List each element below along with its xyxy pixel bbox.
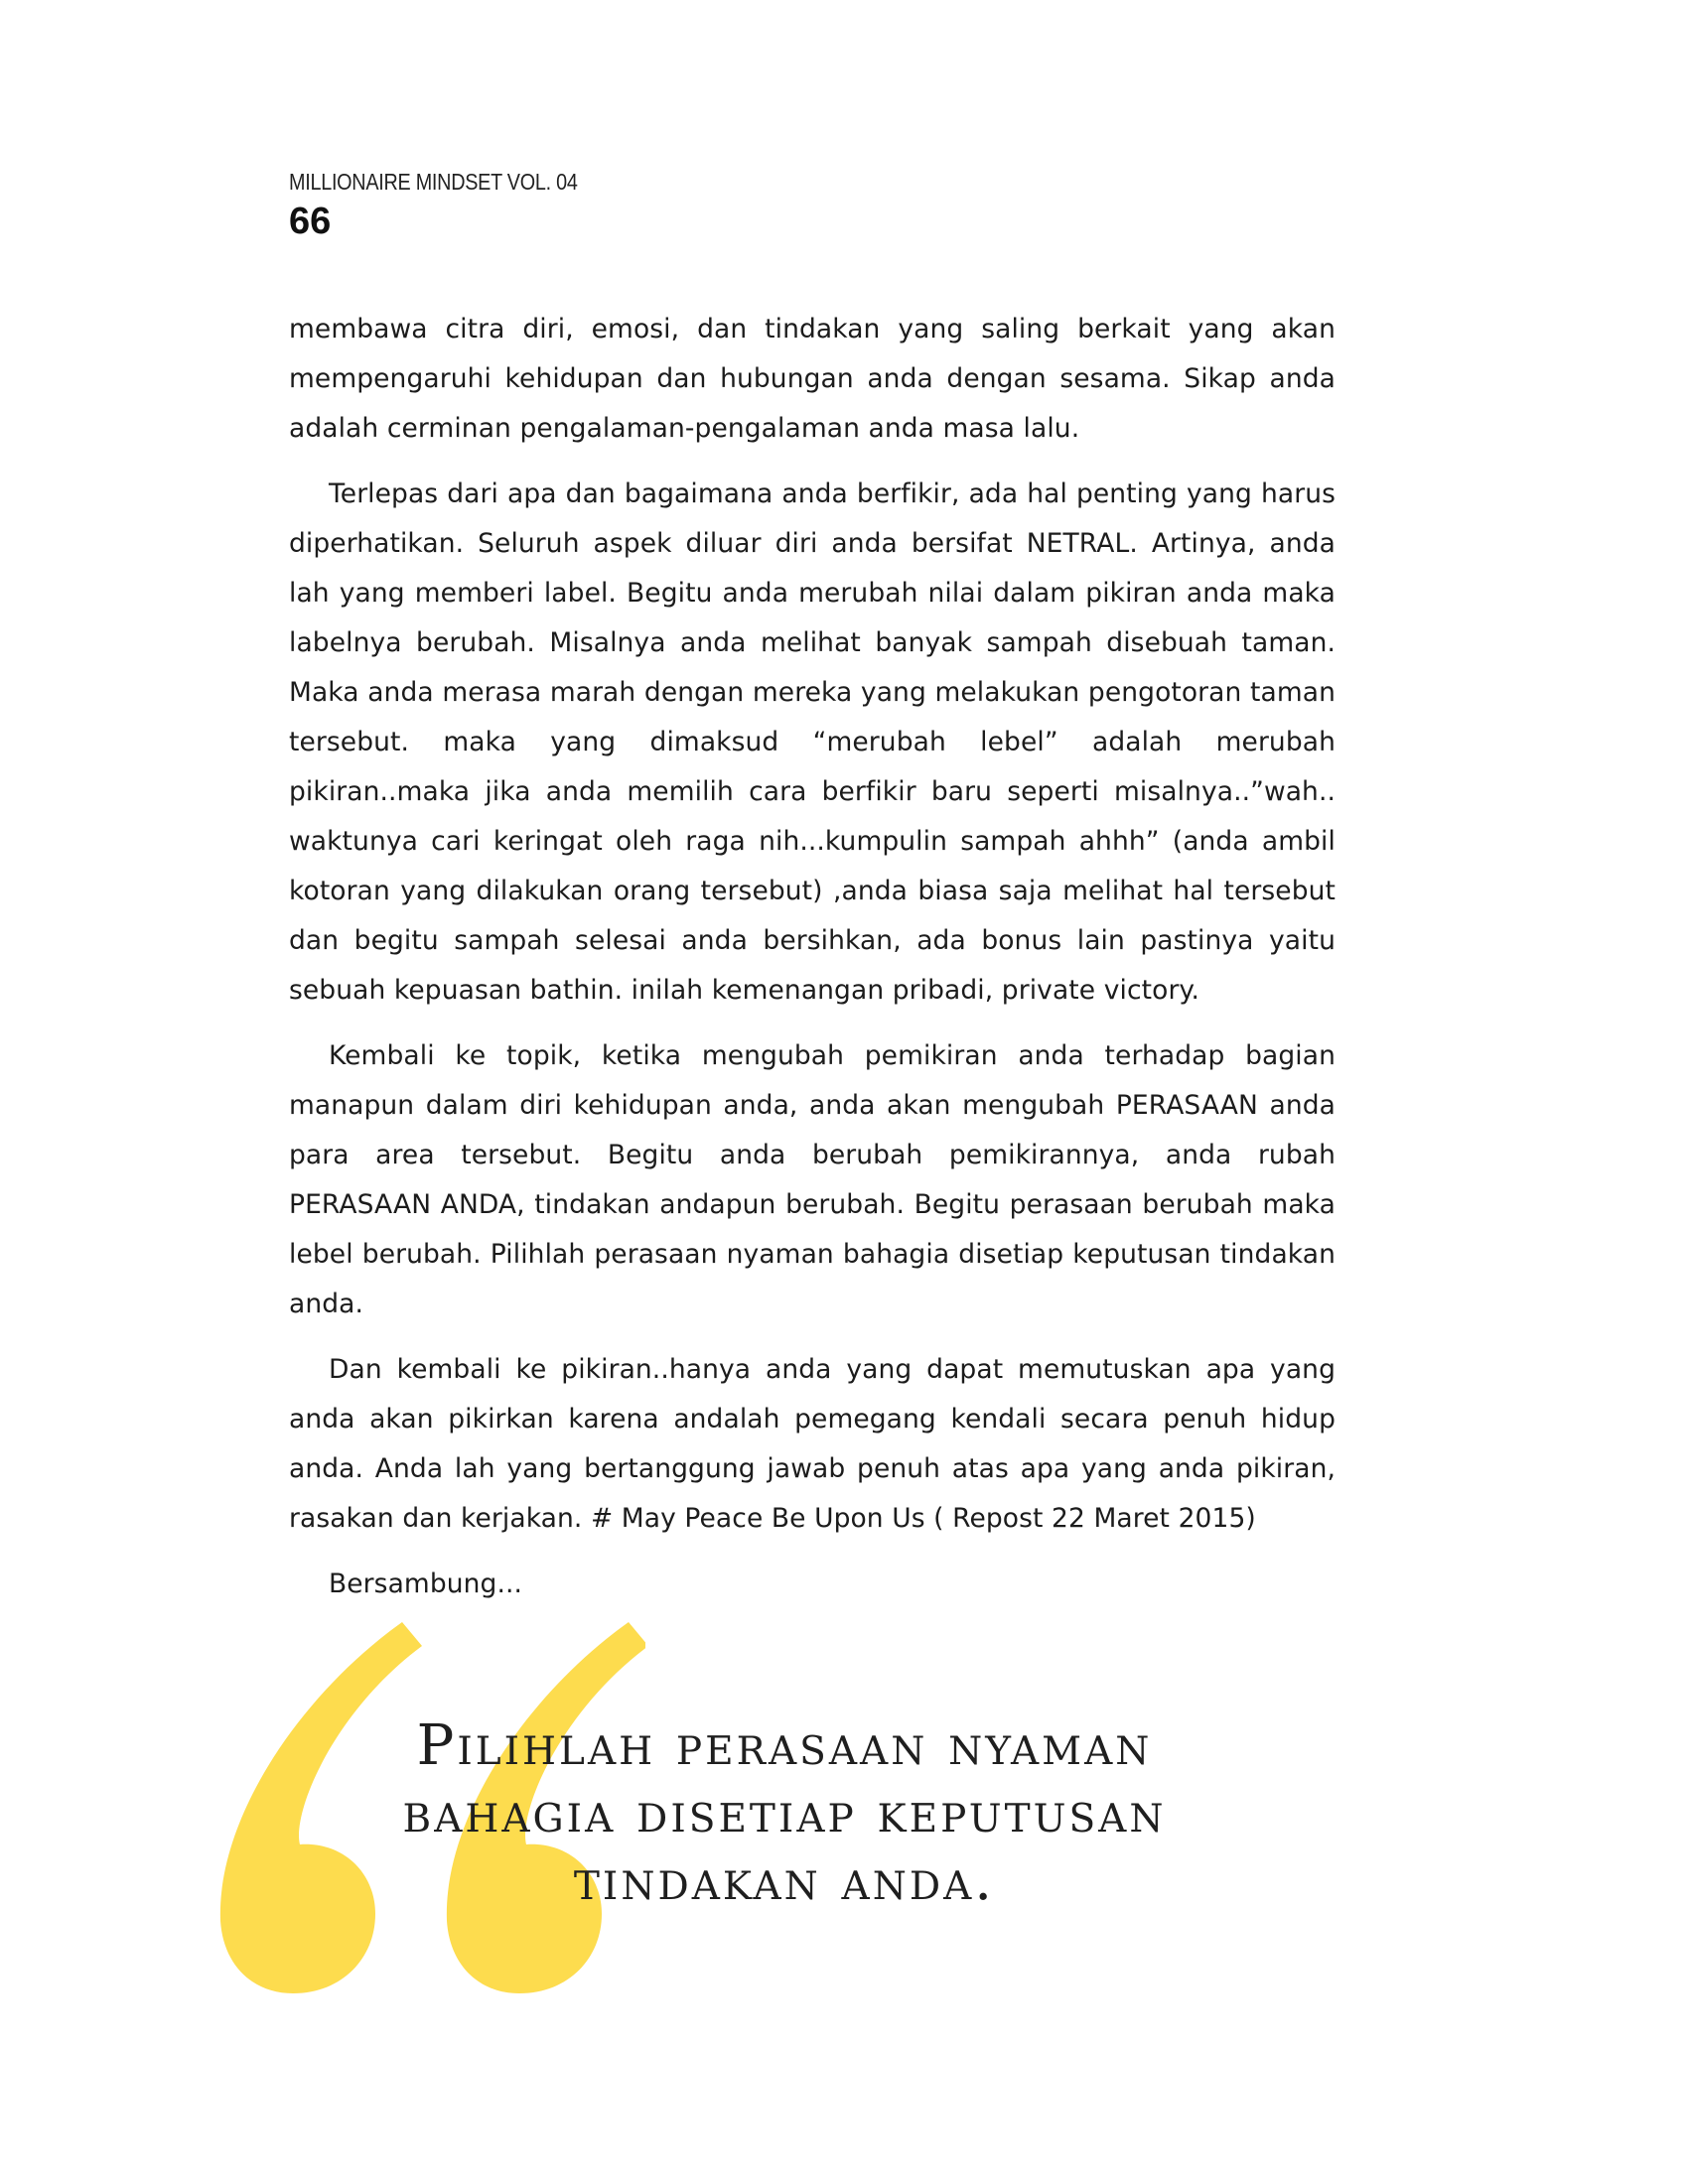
pull-quote-text: Pilihlah perasaan nyaman bahagia disetiap keputusan tindakan anda. — [402, 1713, 1167, 1913]
page-number: 66 — [289, 201, 332, 242]
body-text — [289, 305, 1336, 1625]
paragraph: membawa citra diri, emosi, dan tindakan yang saling berkait yang akan mempengaruhi kehidupan dan hubungan anda dengan sesama. Sikap anda adalah cerminan pengalaman-pengalaman anda masa lalu. — [289, 314, 1336, 444]
paragraph: Kembali ke topik, ketika mengubah pemikiran anda terhadap bagian manapun dalam diri kehidupan anda, anda akan mengubah PERASAAN anda para area tersebut. Begitu anda berubah pemikirannya, anda rubah PERASAAN ANDA, tindakan andapun berubah. Begitu perasaan berubah maka lebel berubah. Pilihlah perasaan nyaman bahagia disetiap keputusan tindakan anda. — [289, 1040, 1336, 1319]
paragraph: Terlepas dari apa dan bagaimana anda berfikir, ada hal penting yang harus diperhatikan. Seluruh aspek diluar diri anda bersifat NETRAL. Artinya, anda lah yang memberi label. Begitu anda merubah nilai dalam pikiran anda maka labelnya berubah. Misalnya anda melihat banyak sampah disebuah taman. Maka anda merasa marah dengan mereka yang melakukan pengotoran taman tersebut. maka yang dimaksud “merubah lebel” adalah merubah pikiran..maka jika anda memilih cara berfikir baru seperti misalnya..”wah.. waktunya cari keringat oleh raga nih...kumpulin sampah ahhh” (anda ambil kotoran yang dilakukan orang tersebut) ,anda biasa saja melihat hal tersebut dan begitu sampah selesai anda bersihkan, ada bonus lain pastinya yaitu sebuah kepuasan bathin. inilah kemenangan pribadi, private victory. — [289, 478, 1336, 1006]
pull-quote — [209, 1618, 1301, 2015]
paragraph: Dan kembali ke pikiran..hanya anda yang dapat memutuskan apa yang anda akan pikirkan karena andalah pemegang kendali secara penuh hidup anda. Anda lah yang bertanggung jawab penuh atas apa yang anda pikiran, rasakan dan kerjakan. # May Peace Be Upon Us ( Repost 22 Maret 2015) — [289, 1354, 1336, 1534]
continued-note: Bersambung... — [329, 1569, 523, 1599]
running-header: MILLIONAIRE MINDSET VOL. 04 — [289, 169, 578, 195]
